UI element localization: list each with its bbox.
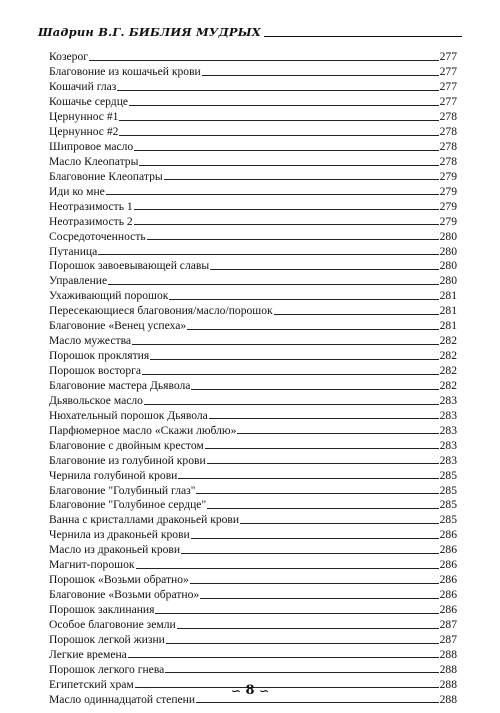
toc-entry-title: Особое благовоние земли (49, 618, 176, 631)
toc-entry (49, 496, 457, 511)
toc-leader-line (147, 239, 439, 240)
toc-entry-page: 288 (439, 662, 457, 676)
toc-leader-line (191, 389, 438, 390)
toc-entry-page: 277 (439, 80, 457, 94)
toc-entry (49, 616, 457, 631)
toc-entry-title: Легкие времена (49, 648, 127, 661)
toc-entry-page: 280 (439, 259, 457, 273)
toc-entry-title: Благовоние «Возьми обратно» (49, 589, 200, 601)
toc-entry-title: Магнит-порошок (49, 559, 135, 571)
toc-leader-line (164, 179, 439, 180)
toc-entry (49, 302, 457, 317)
toc-entry-title: Неотразимость 1 (49, 200, 133, 213)
toc-entry (49, 332, 457, 347)
toc-leader-line (119, 135, 438, 136)
toc-entry (49, 108, 457, 123)
toc-leader-line (178, 478, 438, 479)
toc-leader-line (181, 553, 439, 554)
toc-entry-page: 283 (439, 393, 457, 407)
toc-entry-page: 283 (439, 453, 457, 467)
toc-entry-title: Пересекающиеся благовония/масло/порошок (49, 305, 273, 317)
toc-leader-line (202, 75, 439, 76)
toc-entry-page: 288 (439, 677, 457, 691)
toc-entry-title: Кошачий глаз (49, 81, 117, 93)
toc-entry-title: Египетский храм (49, 678, 134, 691)
toc-leader-line (106, 194, 439, 195)
toc-leader-line (150, 359, 438, 360)
toc-entry-title: Порошок проклятия (49, 350, 150, 362)
toc-leader-line (117, 90, 438, 91)
toc-entry-title: Нюхательный порошок Дьявола (49, 409, 208, 422)
toc-entry-title: Ухаживающий порошок (49, 290, 169, 302)
toc-entry-title: Благовоние "Голубиный глаз" (49, 484, 196, 497)
toc-leader-line (129, 105, 439, 106)
toc-entry-page: 285 (439, 498, 457, 512)
toc-entry-title: Масло из драконьей крови (49, 544, 181, 556)
toc-entry (49, 362, 457, 377)
toc-entry (49, 377, 457, 392)
ornament-left-icon: ∽ (230, 683, 241, 698)
toc-entry (49, 511, 457, 526)
toc-entry-title: Парфюмерное масло «Скажи люблю» (49, 424, 237, 437)
toc-entry-page: 282 (439, 349, 457, 363)
toc-entry (49, 272, 457, 287)
toc-leader-line (207, 463, 439, 464)
toc-entry-page: 283 (439, 438, 457, 452)
toc-entry (49, 392, 457, 407)
toc-entry-page: 279 (439, 214, 457, 228)
toc-entry-page: 286 (439, 528, 457, 542)
toc-leader-line (177, 628, 439, 629)
running-header (38, 22, 462, 38)
toc-leader-line (119, 120, 438, 121)
toc-entry-title: Сосредоточенность (49, 230, 146, 243)
toc-entry-title: Благовоние "Голубиное сердце" (49, 499, 207, 512)
toc-entry (49, 227, 457, 242)
toc-entry (49, 466, 457, 481)
toc-entry-title: Козерог (49, 51, 89, 63)
toc-entry-title: Цернуннос #2 (49, 126, 119, 138)
toc-leader-line (165, 672, 438, 673)
toc-entry-page: 278 (439, 125, 457, 139)
toc-entry-title: Благовоние из голубиной крови (49, 454, 206, 467)
toc-entry-title: Благовоние Клеопатры (49, 170, 163, 183)
toc-entry-title: Дьявольское масло (49, 394, 143, 407)
toc-entry-page: 285 (439, 483, 457, 497)
toc-leader-line (274, 314, 439, 315)
toc-entry (49, 421, 457, 436)
toc-entry-page: 279 (439, 199, 457, 213)
toc-leader-line (237, 433, 438, 434)
toc-leader-line (134, 209, 439, 210)
toc-entry (49, 153, 457, 168)
toc-entry-title: Иди ко мне (49, 185, 105, 198)
toc-entry (49, 138, 457, 153)
toc-entry (49, 48, 457, 63)
toc-entry (49, 257, 457, 272)
toc-entry-page: 277 (439, 50, 457, 64)
running-title: Шадрин В.Г. БИБЛИЯ МУДРЫХ (38, 24, 261, 39)
toc-leader-line (98, 254, 438, 255)
toc-entry-page: 281 (439, 304, 457, 318)
toc-leader-line (207, 508, 438, 509)
toc-leader-line (200, 598, 438, 599)
toc-leader-line (210, 269, 438, 270)
toc-entry-title: Порошок «Возьми обратно» (49, 574, 189, 586)
toc-entry-title: Неотразимость 2 (49, 215, 133, 228)
toc-entry-page: 282 (439, 378, 457, 392)
toc-entry-title: Благовоние мастера Дьявола (49, 379, 191, 392)
toc-entry-page: 278 (439, 110, 457, 124)
toc-entry-title: Цернуннос #1 (49, 111, 119, 123)
toc-entry-title: Порошок легкой жизни (49, 633, 165, 646)
toc-entry (49, 287, 457, 302)
toc-leader-line (166, 643, 439, 644)
toc-entry-page: 286 (439, 573, 457, 587)
toc-entry-page: 288 (439, 692, 457, 706)
toc-leader-line (128, 657, 439, 658)
toc-entry (49, 242, 457, 257)
toc-entry (49, 93, 457, 108)
toc-entry (49, 601, 457, 616)
toc-entry-page: 286 (439, 543, 457, 557)
toc-entry (49, 63, 457, 78)
toc-leader-line (155, 613, 438, 614)
toc-leader-line (132, 344, 439, 345)
toc-leader-line (142, 374, 439, 375)
toc-leader-line (205, 448, 439, 449)
toc-leader-line (108, 284, 438, 285)
toc-entry-page: 285 (439, 513, 457, 527)
toc-entry (49, 526, 457, 541)
toc-entry-page: 279 (439, 184, 457, 198)
toc-entry-page: 280 (439, 274, 457, 288)
toc-entry-title: Масло Клеопатры (49, 155, 139, 168)
toc-entry-page: 278 (439, 139, 457, 153)
toc-entry-page: 280 (439, 229, 457, 243)
toc-entry (49, 451, 457, 466)
toc-entry-page: 278 (439, 154, 457, 168)
toc-entry (49, 407, 457, 422)
toc-entry (49, 168, 457, 183)
header-rule (264, 36, 462, 37)
page-footer (0, 683, 500, 698)
toc-entry (49, 78, 457, 93)
toc-entry-title: Путаница (49, 245, 98, 258)
toc-entry-title: Ванна с кристаллами драконьей крови (49, 514, 240, 526)
toc-entry-title: Шипровое масло (49, 140, 134, 153)
toc-entry-page: 283 (439, 423, 457, 437)
toc-leader-line (196, 493, 438, 494)
toc-entry-title: Чернила из драконьей крови (49, 529, 190, 541)
toc-entry-page: 285 (439, 468, 457, 482)
toc-entry-page: 286 (439, 603, 457, 617)
toc-entry-page: 287 (439, 632, 457, 646)
toc-entry (49, 571, 457, 586)
toc-leader-line (144, 404, 439, 405)
toc-entry-page: 280 (439, 244, 457, 258)
toc-entry-page: 286 (439, 558, 457, 572)
toc-entry-page: 281 (439, 289, 457, 303)
toc-leader-line (139, 165, 438, 166)
toc-entry (49, 646, 457, 661)
toc-entry-title: Благовоние «Венец успеха» (49, 320, 187, 332)
toc-entry-page: 288 (439, 647, 457, 661)
toc-entry-page: 277 (439, 95, 457, 109)
toc-leader-line (169, 299, 438, 300)
toc-leader-line (196, 702, 439, 703)
toc-entry-title: Кошачье сердце (49, 96, 129, 108)
toc-entry-page: 277 (439, 65, 457, 79)
toc-entry-title: Благовоние с двойным крестом (49, 439, 204, 452)
toc-entry (49, 541, 457, 556)
toc-entry (49, 481, 457, 496)
page-number: 8 (245, 683, 255, 698)
toc-entry-title: Чернила голубиной крови (49, 469, 178, 482)
table-of-contents (49, 48, 457, 705)
toc-entry-page: 281 (439, 319, 457, 333)
toc-entry (49, 197, 457, 212)
toc-entry-title: Порошок заклинания (49, 604, 155, 616)
toc-entry-title: Порошок легкого гнева (49, 663, 165, 676)
toc-entry-title: Порошок завоевывающей славы (49, 260, 210, 273)
toc-entry-title: Масло одиннадцатой степени (49, 693, 196, 706)
toc-leader-line (209, 418, 439, 419)
toc-entry-title: Благовоние из кошачьей крови (49, 66, 201, 78)
toc-entry-page: 286 (439, 588, 457, 602)
toc-leader-line (191, 538, 439, 539)
toc-entry (49, 436, 457, 451)
toc-entry-page: 282 (439, 334, 457, 348)
ornament-right-icon: ∽ (259, 683, 270, 698)
toc-entry (49, 556, 457, 571)
toc-leader-line (187, 329, 438, 330)
toc-leader-line (190, 583, 439, 584)
toc-entry-title: Порошок восторга (49, 365, 142, 377)
toc-leader-line (134, 150, 438, 151)
toc-entry (49, 660, 457, 675)
toc-entry (49, 631, 457, 646)
toc-entry (49, 123, 457, 138)
toc-leader-line (89, 60, 439, 61)
toc-entry (49, 182, 457, 197)
toc-leader-line (240, 523, 439, 524)
toc-entry-page: 283 (439, 408, 457, 422)
toc-leader-line (136, 568, 439, 569)
toc-entry-page: 282 (439, 364, 457, 378)
toc-entry (49, 317, 457, 332)
toc-entry-title: Масло мужества (49, 335, 132, 347)
toc-entry-title: Управление (49, 275, 108, 287)
toc-entry-page: 279 (439, 169, 457, 183)
toc-entry (49, 347, 457, 362)
toc-entry-page: 287 (439, 617, 457, 631)
toc-leader-line (134, 224, 439, 225)
toc-entry (49, 212, 457, 227)
toc-entry (49, 586, 457, 601)
